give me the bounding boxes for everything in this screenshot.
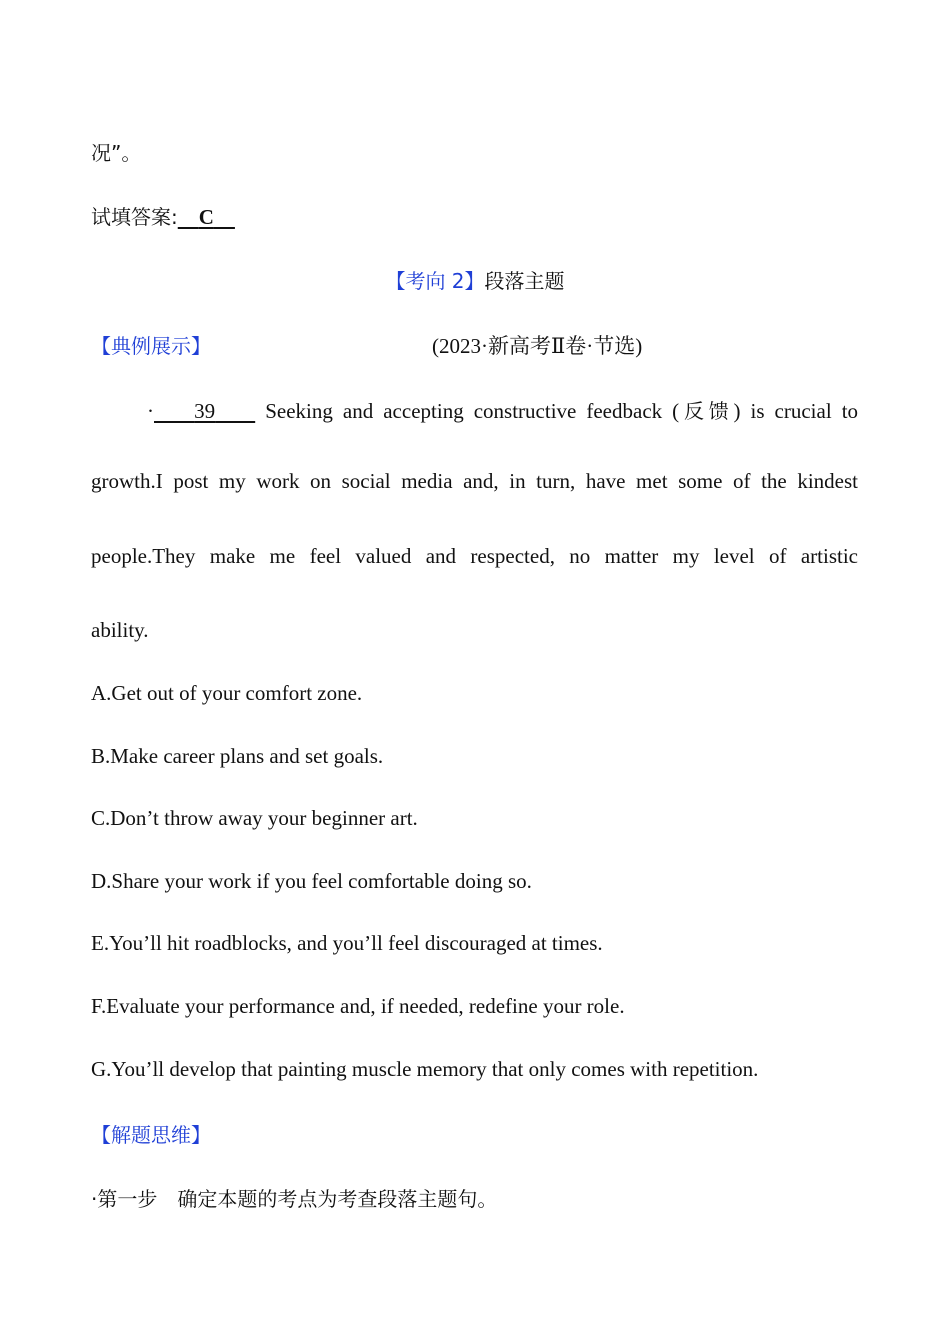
option-d: D.Share your work if you feel comfortable doing so. [91,869,532,893]
section-heading: 【考向 2】段落主题 [385,269,565,293]
option-e: E.You’ll hit roadblocks, and you’ll feel discouraged at times. [91,931,603,955]
thinking-label: 【解题思维】 [91,1123,211,1147]
option-f: F.Evaluate your performance and, if needed, redefine your role. [91,994,625,1018]
step-1: ·第一步 确定本题的考点为考查段落主题句。 [91,1187,498,1211]
passage-line-4: ability. [91,618,149,642]
passage-line-2: growth.I post my work on social media and, in turn, have met some of the kindest [91,469,858,493]
answer-value: C [198,205,214,229]
example-source: (2023·新高考Ⅱ卷·节选) [432,334,643,358]
passage-line-3: people.They make me feel valued and respected, no matter my level of artistic [91,544,858,568]
option-a: A.Get out of your comfort zone. [91,681,363,705]
answer-blank: 39 [194,399,216,423]
section-title: 段落主题 [484,269,565,293]
option-c: C.Don’t throw away your beginner art. [91,806,418,830]
answer-line [91,201,235,230]
example-label: 【典例展示】 [91,334,211,358]
passage-line-1: · 39 Seeking and accepting constructive feedback (反馈) is crucial to [147,399,859,423]
option-g: G.You’ll develop that painting muscle memory that only comes with repetition. [91,1057,759,1081]
option-b: B.Make career plans and set goals. [91,744,384,768]
answer-label: 试填答案: [91,205,178,229]
section-tag: 考向 2 [405,269,465,293]
text-fragment: 况”。 [91,141,142,165]
